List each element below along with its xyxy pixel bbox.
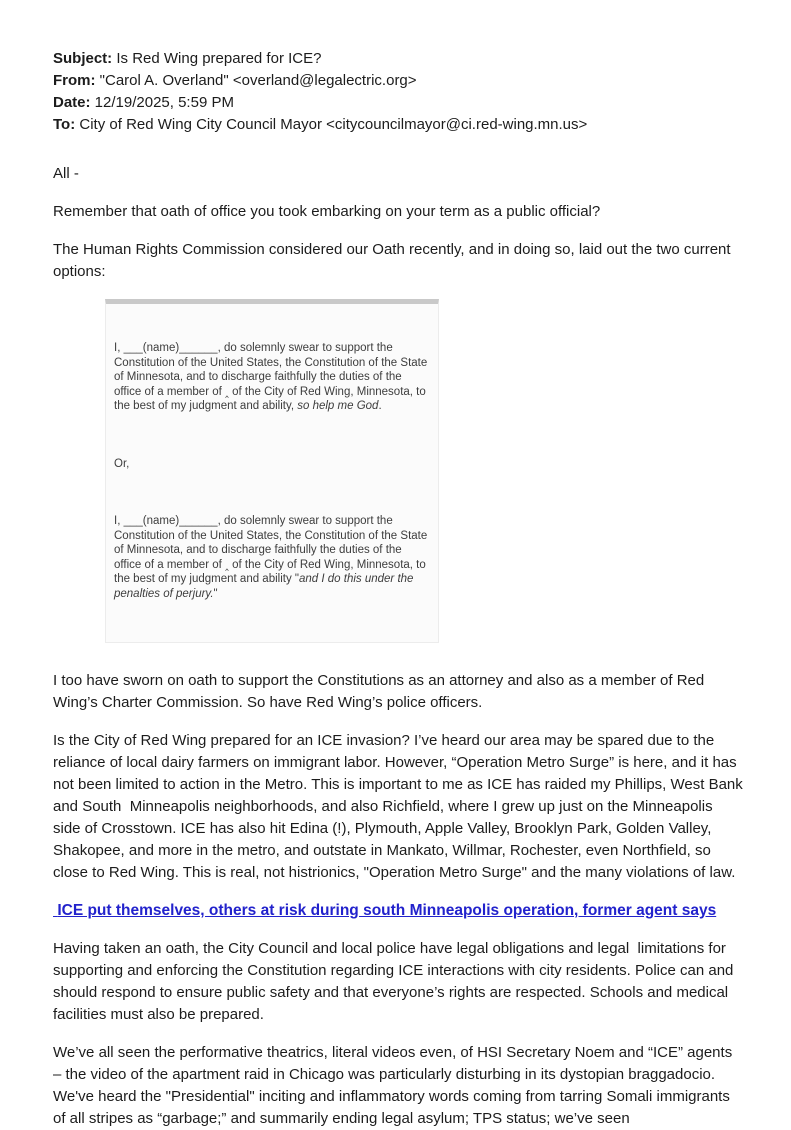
to-value: City of Red Wing City Council Mayor <citycouncilmayor@ci.red-wing.mn.us> — [75, 116, 588, 133]
paragraph-ice-invasion: Is the City of Red Wing prepared for an ICE invasion? I’ve heard our area may be spared due to the reliance of local dairy farmers on immigrant labor. However, “Operation Metro Surge” is here, and it has not been limited to action in the Metro. This is important to me as ICE has raided my Phillips, West Bank and South Minneapolis neighborhoods, and also Richfield, where I grew up just on the Minneapolis side of Crosstown. ICE has also hit Edina (!), Plymouth, Apple Valley, Brooklyn Park, Golden Valley, Shakopee, and more in the metro, and outstate in Mankato, Willmar, Rochester, even Northfield, so close to Red Wing. This is real, not histrionics, "Operation Metro Surge" and the many violations of law. — [53, 732, 747, 881]
date-line — [53, 92, 743, 114]
paragraph-commission-options: The Human Rights Commission considered our Oath recently, and in doing so, laid out the two current options: — [53, 241, 735, 280]
subject-line — [53, 48, 743, 70]
ice-article-link[interactable]: ICE put themselves, others at risk during south Minneapolis operation, former agent says — [53, 902, 717, 919]
email-body — [53, 163, 747, 1130]
to-line — [53, 114, 743, 136]
oath-or-text: Or, — [114, 457, 130, 470]
oath-2-italic: and I do this under the penalties of perjury. — [114, 573, 417, 600]
date-value: 12/19/2025, 5:59 PM — [90, 94, 234, 111]
to-label: To: — [53, 116, 76, 133]
oath-option-2 — [114, 514, 432, 601]
from-line — [53, 70, 743, 92]
from-value: "Carol A. Overland" <overland@legalectric.org> — [95, 72, 417, 89]
oath-screenshot-image — [105, 299, 439, 643]
from-label: From: — [53, 72, 96, 89]
article-link-paragraph — [53, 900, 743, 922]
paragraph-performative-theatrics: We’ve all seen the performative theatrics, literal videos even, of HSI Secretary Noem and “ICE” agents – the video of the apartment raid in Chicago was particularly disturbing in its dystopian braggadocio. We've heard the "Presidential" inciting and inflammatory words coming from tarring Somali immigrants of all stripes as “garbage;” and summarily ending legal asylum; TPS status; we’ve seen — [53, 1044, 737, 1127]
paragraph-remember-oath: Remember that oath of office you took embarking on your term as a public official? — [53, 203, 601, 220]
oath-2-text: I, ___(name)______, do solemnly swear to support the Constitution of the United States, the Constitution of the State of Minnesota, and to discharge faithfully the duties of the office of a member of ‸ of the City of Red Wing, Minnesota, to the best of my judgment and ability " — [114, 515, 431, 585]
paragraph-legal-obligations: Having taken an oath, the City Council and local police have legal obligations and legal limitations for supporting and enforcing the Constitution regarding ICE interactions with city residents. Police can and should respond to ensure public safety and that everyone’s rights are respected. Schools and medical facilities must also be prepared. — [53, 940, 738, 1023]
paragraph-sworn-oath: I too have sworn on oath to support the Constitutions as an attorney and also as a member of Red Wing’s Charter Commission. So have Red Wing’s police officers. — [53, 672, 709, 711]
subject-value: Is Red Wing prepared for ICE? — [112, 50, 322, 67]
oath-2-end: " — [213, 587, 218, 600]
oath-1-end: . — [378, 400, 382, 412]
date-label: Date: — [53, 94, 91, 111]
oath-1-italic: so help me God — [297, 400, 379, 412]
salutation: All - — [53, 165, 79, 182]
email-header — [53, 48, 743, 136]
oath-1-text: I, ___(name)______, do solemnly swear to support the Constitution of the United States, the Constitution of the State of Minnesota, and to discharge faithfully the duties of the office of a member of ‸ of the City of Red Wing, Minnesota, to the best of my judgment and ability, — [114, 342, 431, 412]
subject-label: Subject: — [53, 50, 113, 67]
oath-option-1 — [114, 341, 432, 414]
